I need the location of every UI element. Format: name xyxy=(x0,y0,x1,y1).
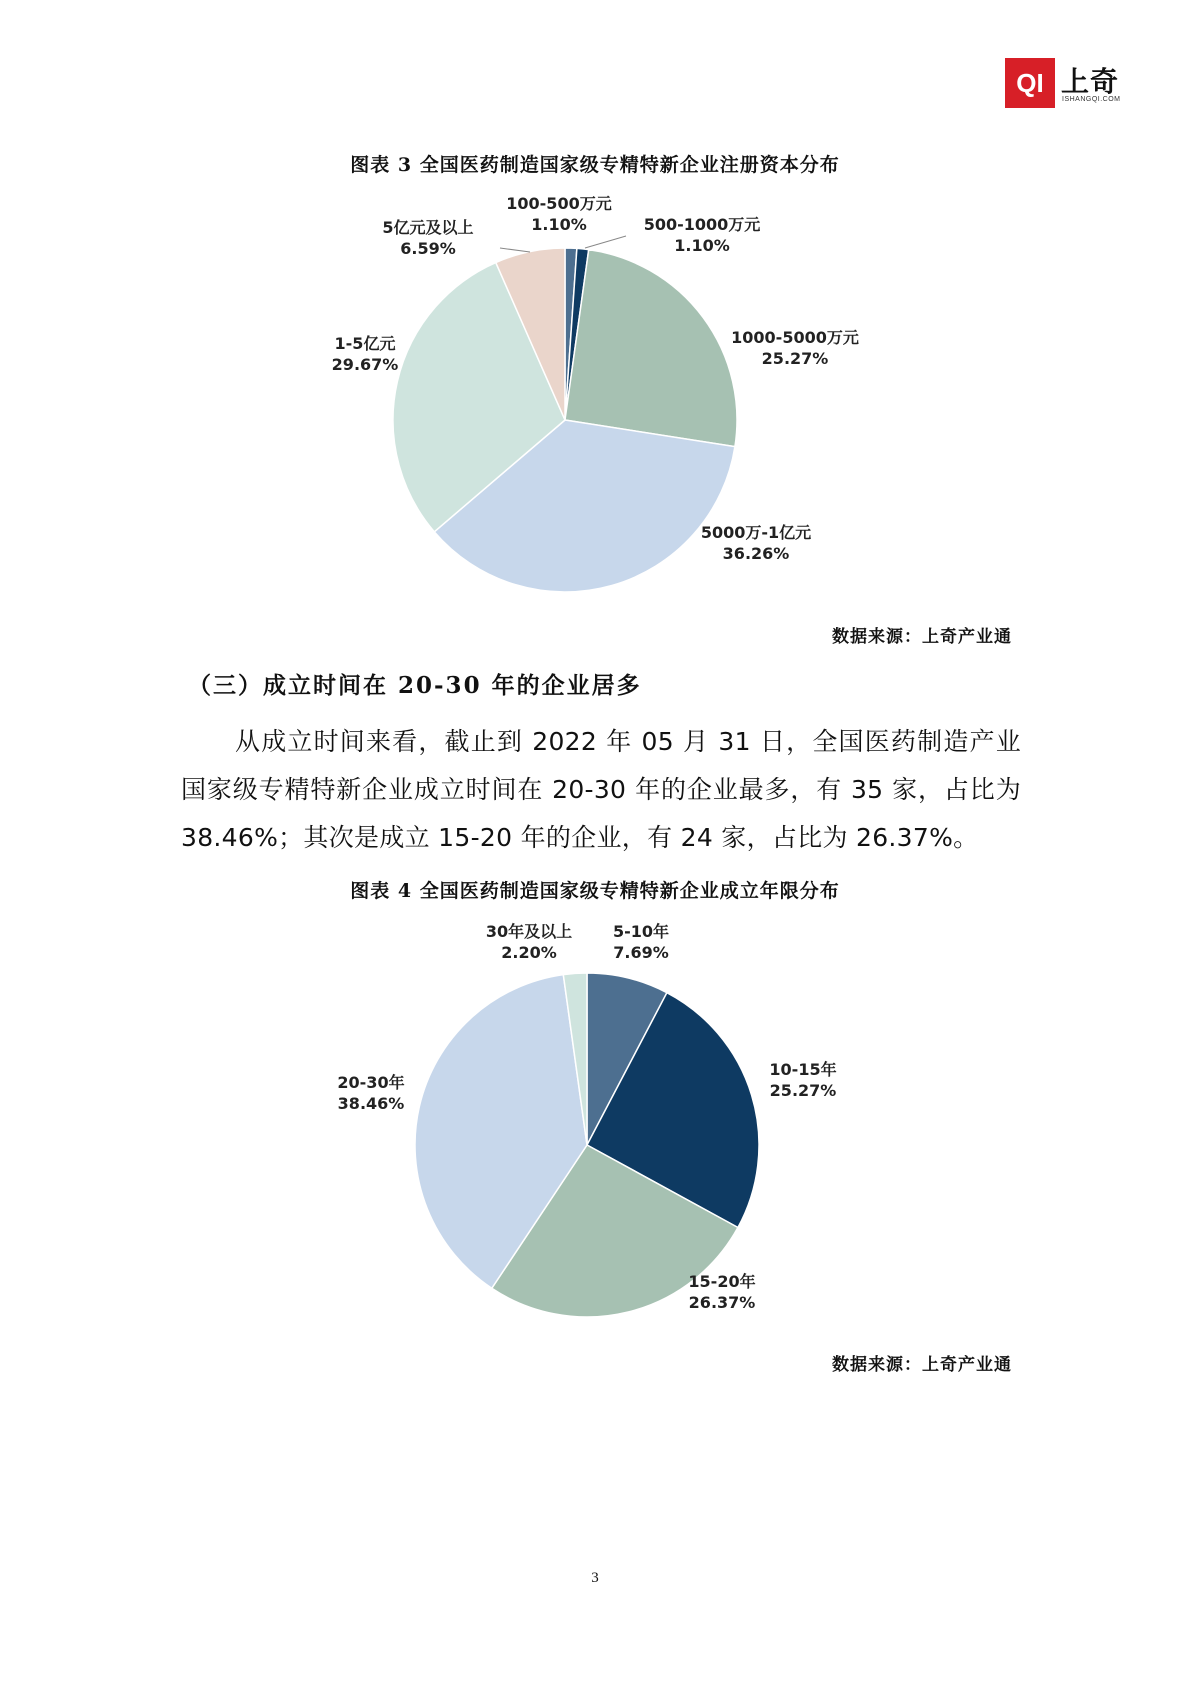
body-paragraph: 从成立时间来看，截止到 2022 年 05 月 31 日，全国医药制造产业国家级专精特新企业成立时间在 20-30 年的企业最多，有 35 家，占比为 38.46%；其次是成立 15-20 年的企业，有 24 家，占比为 26.37%。 xyxy=(181,727,1021,852)
years-label-2: 15-20年 26.37% xyxy=(688,1272,756,1312)
section-title: （三）成立时间在 20-30 年的企业居多 xyxy=(188,672,642,699)
years-label-0: 5-10年 7.69% xyxy=(612,922,670,962)
figure4-chart xyxy=(0,910,1190,1330)
logo-url: ISHANGQI.COM xyxy=(1062,96,1121,103)
figure3-caption: 图表 3 全国医药制造国家级专精特新企业注册资本分布 xyxy=(350,154,840,176)
capital-label-4: 1-5亿元 29.67% xyxy=(331,334,399,374)
brand-logo xyxy=(1005,58,1135,110)
capital-label-0: 100-500万元 1.10% xyxy=(506,194,612,234)
capital-label-2: 1000-5000万元 25.27% xyxy=(731,328,859,368)
logo-word: 上奇 xyxy=(1061,65,1120,98)
years-label-3: 20-30年 38.46% xyxy=(337,1073,405,1113)
figure4-source: 数据来源：上奇产业通 xyxy=(832,1355,1012,1375)
page-number: 3 xyxy=(591,1570,599,1586)
figure4-caption: 图表 4 全国医药制造国家级专精特新企业成立年限分布 xyxy=(350,880,840,902)
figure3-chart xyxy=(0,180,1190,600)
capital-leader-5 xyxy=(500,248,530,252)
figure3-source: 数据来源：上奇产业通 xyxy=(832,627,1012,647)
years-label-1: 10-15年 25.27% xyxy=(769,1060,837,1100)
establishment-years-pie xyxy=(0,910,1190,1330)
years-label-4: 30年及以上 2.20% xyxy=(485,922,573,962)
capital-slice-2 xyxy=(565,250,737,447)
capital-label-3: 5000万-1亿元 36.26% xyxy=(700,523,812,563)
capital-leader-1 xyxy=(585,236,626,248)
logo-mark: QI xyxy=(1005,58,1055,108)
capital-label-5: 5亿元及以上 6.59% xyxy=(382,218,474,258)
capital-label-1: 500-1000万元 1.10% xyxy=(643,215,761,255)
registered-capital-pie xyxy=(0,180,1190,600)
